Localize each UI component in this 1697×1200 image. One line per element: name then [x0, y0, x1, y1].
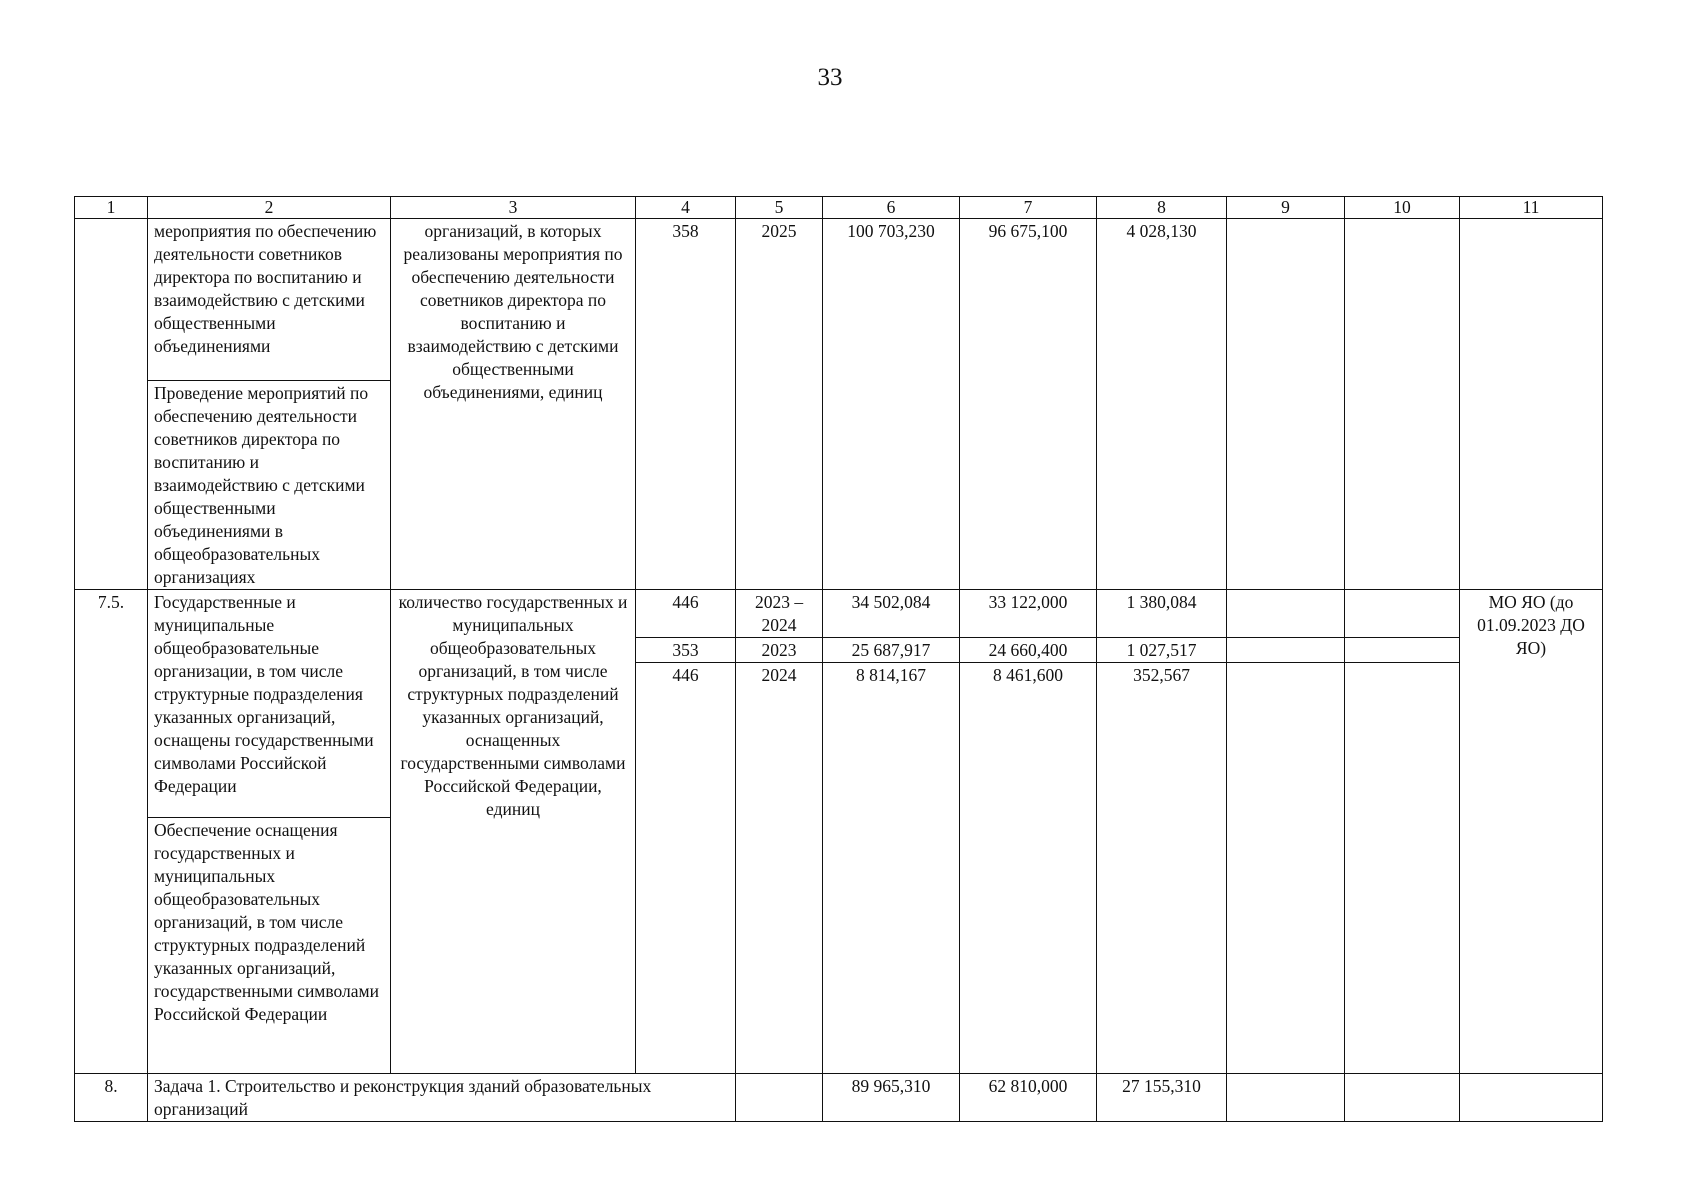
- table-row: [75, 219, 1603, 381]
- column-header: 3: [391, 197, 636, 219]
- total-cell: 34 502,084: [823, 590, 960, 638]
- row-number-cell: [75, 219, 148, 590]
- indicator-value-cell: 358: [636, 219, 736, 590]
- column-header: 9: [1227, 197, 1345, 219]
- federal-budget-cell: 62 810,000: [960, 1074, 1097, 1122]
- empty-cell: [1227, 663, 1345, 1074]
- indicator-value-cell: 446: [636, 663, 736, 1074]
- executor-cell: МО ЯО (до 01.09.2023 ДО ЯО): [1460, 590, 1603, 1074]
- indicator-value-cell: 353: [636, 638, 736, 663]
- column-header: 6: [823, 197, 960, 219]
- regional-budget-cell: 1 380,084: [1097, 590, 1227, 638]
- empty-cell: [1345, 663, 1460, 1074]
- year-cell: 2023: [736, 638, 823, 663]
- column-header: 1: [75, 197, 148, 219]
- federal-budget-cell: 96 675,100: [960, 219, 1097, 590]
- empty-cell: [1460, 1074, 1603, 1122]
- indicator-value-cell: 446: [636, 590, 736, 638]
- federal-budget-cell: 8 461,600: [960, 663, 1097, 1074]
- federal-budget-cell: 24 660,400: [960, 638, 1097, 663]
- program-table: [74, 196, 1603, 1122]
- table-row: [75, 590, 1603, 638]
- empty-cell: [1345, 638, 1460, 663]
- column-header: 11: [1460, 197, 1603, 219]
- regional-budget-cell: 352,567: [1097, 663, 1227, 1074]
- total-cell: 100 703,230: [823, 219, 960, 590]
- column-header: 4: [636, 197, 736, 219]
- event-name-cell: Проведение мероприятий по обеспечению деятельности советников директора по воспитанию и взаимодействию с детскими общественными объединениями в общеобразовательных организациях: [148, 381, 391, 590]
- event-name-cell: Обеспечение оснащения государственных и муниципальных общеобразовательных организаций, в том числе структурных подразделений указанных организаций, государственными символами Российской Федерации: [148, 818, 391, 1074]
- indicator-cell: организаций, в которых реализованы мероприятия по обеспечению деятельности советников директора по воспитанию и взаимодействию с детскими общественными объединениями, единиц: [391, 219, 636, 590]
- total-cell: 25 687,917: [823, 638, 960, 663]
- row-number-cell: 8.: [75, 1074, 148, 1122]
- empty-cell: [1227, 590, 1345, 638]
- total-cell: 8 814,167: [823, 663, 960, 1074]
- empty-cell: [1227, 1074, 1345, 1122]
- empty-cell: [736, 1074, 823, 1122]
- table-header-row: [75, 197, 1603, 219]
- empty-cell: [1345, 219, 1460, 590]
- table-row: [75, 1074, 1603, 1122]
- federal-budget-cell: 33 122,000: [960, 590, 1097, 638]
- empty-cell: [1227, 219, 1345, 590]
- total-cell: 89 965,310: [823, 1074, 960, 1122]
- year-cell: 2024: [736, 663, 823, 1074]
- year-cell: 2023 – 2024: [736, 590, 823, 638]
- result-name-cell: Государственные и муниципальные общеобразовательные организации, в том числе структурные подразделения указанных организаций, оснащены государственными символами Российской Федерации: [148, 590, 391, 818]
- regional-budget-cell: 4 028,130: [1097, 219, 1227, 590]
- executor-cell: [1460, 219, 1603, 590]
- year-cell: 2025: [736, 219, 823, 590]
- column-header: 2: [148, 197, 391, 219]
- result-name-cell: мероприятия по обеспечению деятельности советников директора по воспитанию и взаимодействию с детскими общественными объединениями: [148, 219, 391, 381]
- indicator-cell: количество государственных и муниципальных общеобразовательных организаций, в том числе структурных подразделений указанных организаций, оснащенных государственными символами Российской Федерации, единиц: [391, 590, 636, 1074]
- regional-budget-cell: 27 155,310: [1097, 1074, 1227, 1122]
- column-header: 8: [1097, 197, 1227, 219]
- page-number: 33: [817, 64, 843, 91]
- column-header: 7: [960, 197, 1097, 219]
- empty-cell: [1345, 590, 1460, 638]
- empty-cell: [1227, 638, 1345, 663]
- column-header: 10: [1345, 197, 1460, 219]
- column-header: 5: [736, 197, 823, 219]
- empty-cell: [1345, 1074, 1460, 1122]
- row-number-cell: 7.5.: [75, 590, 148, 1074]
- task-name-cell: Задача 1. Строительство и реконструкция зданий образовательных организаций: [148, 1074, 736, 1122]
- regional-budget-cell: 1 027,517: [1097, 638, 1227, 663]
